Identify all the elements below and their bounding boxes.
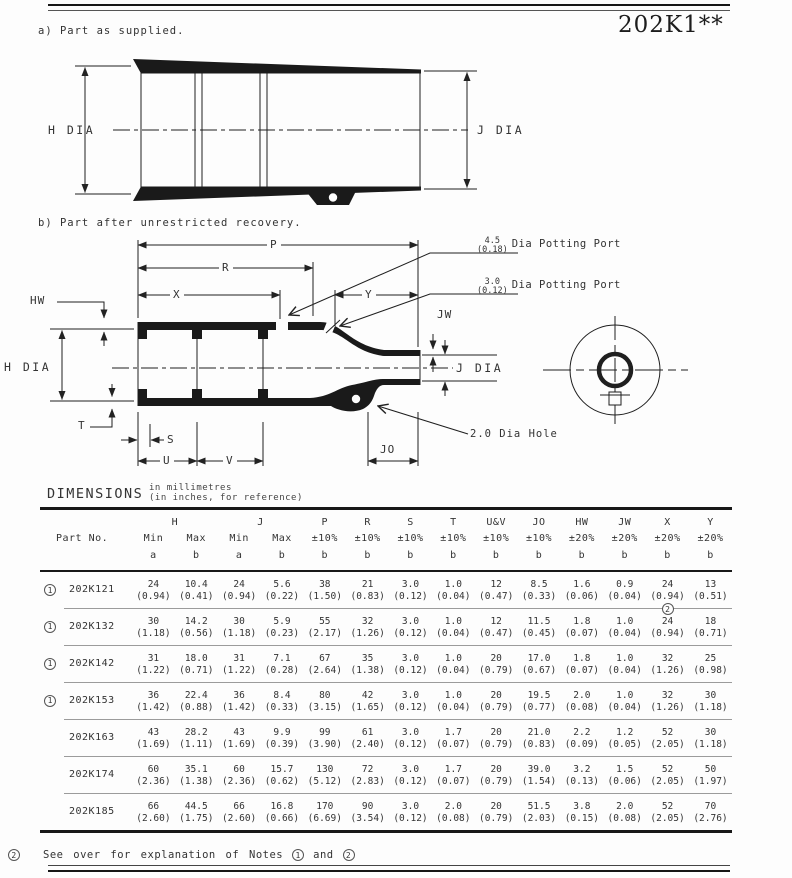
port2-inch: (0.12) [477,286,508,296]
dim-hw-label: HW [30,294,46,307]
value-cell: 9.9 (0.39) [261,720,304,757]
column-group-P: P [321,517,329,528]
column-ref-note: b [535,550,543,561]
column-group-U&V: U&V [486,517,506,528]
column-subheader: ±10% [440,533,467,544]
dim-jo-label: JO [380,443,396,456]
footer-note-text: See over for explanation of Notes [43,849,284,861]
value-cell: 2.0 (0.08) [560,683,603,720]
column-subheader: ±20% [654,533,681,544]
value-cell: 3.0 (0.12) [389,683,432,720]
dim-x-label: X [170,288,184,301]
value-cell: 66 (2.60) [218,794,261,832]
value-cell: 16.8 (0.66) [261,794,304,832]
value-cell: 130 (5.12) [303,757,346,794]
column-ref-note: b [621,550,628,561]
part-number-title: 202K1** [618,12,724,38]
column-ref-note: b [321,550,329,561]
value-cell: 21.0 (0.83) [518,720,561,757]
value-cell: 20 (0.79) [475,720,518,757]
part-no-cell: 202K142 [64,646,132,683]
value-cell: 1.0 (0.04) [603,609,646,646]
value-cell: 28.2 (1.11) [175,720,218,757]
part-no-cell: 202K185 [64,794,132,832]
column-subheader: Min [229,533,249,544]
drawing-b-part-recovered [50,240,518,466]
note-1-icon: 1 [44,621,56,633]
value-cell: 30 (1.18) [132,609,175,646]
table-row-202K132 [40,609,732,646]
value-cell: 52 (2.05) [646,794,689,832]
value-cell: 13 (0.51) [693,579,728,602]
dim-y-label: Y [362,288,376,301]
value-cell: 39.0 (1.54) [518,757,561,794]
column-ref-note: b [193,550,200,561]
value-cell: 60 (2.36) [132,757,175,794]
value-cell: 1.0 (0.04) [432,683,475,720]
column-subheader: Max [186,533,207,544]
column-ref-note: b [578,550,586,561]
value-cell: 7.1 (0.28) [261,646,304,683]
value-cell: 90 (3.54) [346,794,389,832]
column-group-X: X [664,517,671,528]
note-1-icon: 1 [44,695,56,707]
value-cell: 14.2 (0.56) [175,609,218,646]
note-2-icon: 2 [8,849,20,861]
value-cell: 32 (1.26) [646,646,689,683]
value-cell: 72 (2.83) [346,757,389,794]
column-group-Y: Y [707,517,714,528]
value-cell: 25 (0.98) [689,646,732,683]
value-cell: 21 (0.83) [350,579,385,602]
drawing-a-part-as-supplied [75,59,477,205]
value-cell: 38 (1.50) [307,579,342,602]
dim-s-label: S [167,433,175,446]
table-row-202K174 [40,757,732,794]
footer-note [8,849,355,861]
value-cell: 1.0 (0.04) [432,609,475,646]
value-cell: 42 (1.65) [346,683,389,720]
value-cell: 3.0 (0.12) [389,720,432,757]
value-cell: 3.0 (0.12) [393,579,428,602]
value-cell: 61 (2.40) [346,720,389,757]
dim-r-label: R [219,261,233,274]
value-cell: 31 (1.22) [132,646,175,683]
value-cell: 43 (1.69) [132,720,175,757]
value-cell: 51.5 (2.03) [518,794,561,832]
port1-size-fraction [477,237,508,255]
value-cell: 35 (1.38) [346,646,389,683]
column-ref-note: a [150,550,157,561]
column-ref-note: b [492,550,500,561]
end-view [543,316,688,424]
value-cell: 2.0 (0.08) [432,794,475,832]
value-cell: 1.0 (0.04) [603,646,646,683]
table-row-202K163 [40,720,732,757]
value-cell: 20 (0.79) [475,794,518,832]
column-group-JO: JO [532,517,546,528]
value-cell: 3.0 (0.12) [389,757,432,794]
value-cell: 2.2 (0.09) [560,720,603,757]
value-cell: 18 (0.71) [689,609,732,646]
value-cell: 1.7 (0.07) [432,720,475,757]
value-cell: 1.7 (0.07) [432,757,475,794]
units-line-1: in millimetres [149,483,232,493]
column-group-T: T [450,517,457,528]
units-line-2: (in inches, for reference) [149,493,303,503]
value-cell: 3.0 (0.12) [389,609,432,646]
value-cell: 24 (0.94) [221,579,257,602]
column-subheader: ±20% [568,533,595,544]
column-group-H: H [171,517,179,528]
dimensions-table-wrap [40,507,732,833]
column-ref-note: b [450,550,457,561]
value-cell: 1.5 (0.06) [603,757,646,794]
value-cell: 20 (0.79) [475,646,518,683]
part-no-column-header: Part No. [56,533,109,544]
column-ref-note: b [664,550,671,561]
value-cell: 1.0 (0.04) [603,683,646,720]
note-1-ref-icon: 1 [292,849,304,861]
part-no-cell: 202K174 [64,757,132,794]
value-cell: 15.7 (0.62) [261,757,304,794]
j-dia-label-b: J DIA [453,361,506,375]
column-group-J: J [257,517,264,528]
value-cell: 1.8 (0.07) [560,646,603,683]
value-cell: 70 (2.76) [689,794,732,832]
port1-mm: 4.5 [484,236,501,246]
column-group-JW: JW [618,517,632,528]
value-cell: 3.0 (0.12) [389,646,432,683]
value-cell: 12 (0.47) [475,609,518,646]
value-cell: 0.9 (0.04) [607,579,642,602]
port2-size-fraction [477,278,508,296]
dim-jw-label: JW [437,308,453,321]
value-cell: 170 (6.69) [303,794,346,832]
mounting-tab-b [310,379,420,411]
value-cell: 32 (1.26) [646,683,689,720]
value-cell: 32 (1.26) [346,609,389,646]
column-subheader: ±20% [611,533,638,544]
value-cell: 52 (2.05) [646,720,689,757]
value-cell: 30 (1.18) [689,720,732,757]
value-cell: 80 (3.15) [303,683,346,720]
note-1-icon: 1 [44,584,56,596]
table-row-202K153 [40,683,732,720]
value-cell: 19.5 (0.77) [518,683,561,720]
part-no-cell: 202K163 [64,720,132,757]
dim-v-label: V [223,454,237,467]
value-cell: 43 (1.69) [218,720,261,757]
note-2-ref-icon: 2 [343,849,355,861]
value-cell: 30 (1.18) [218,609,261,646]
column-subheader: ±10% [483,533,510,544]
column-group-HW: HW [575,517,589,528]
value-cell: 36 (1.42) [218,683,261,720]
value-cell: 1.0 (0.04) [432,646,475,683]
j-dia-label-a: J DIA [477,123,525,137]
part-no-cell: 202K132 [64,609,132,646]
value-cell: 30 (1.18) [689,683,732,720]
callout-potting-port-2 [477,278,621,296]
callout-potting-port-1 [477,237,621,255]
value-cell: 22.4 (0.88) [175,683,218,720]
value-cell: 3.0 (0.12) [389,794,432,832]
value-cell: 55 (2.17) [303,609,346,646]
table-row-202K142 [40,646,732,683]
footer-conjunction: and [313,849,334,861]
dim-t-label: T [78,419,86,432]
column-ref-note: a [235,550,243,561]
dim-p-label: P [267,238,281,251]
port1-text: Dia Potting Port [511,238,621,250]
column-ref-note: b [364,550,371,561]
dimensions-table [40,507,732,833]
column-subheader: Max [272,533,292,544]
part-no-cell: 202K153 [64,683,132,720]
column-subheader: ±10% [354,533,381,544]
value-cell: 5.6 (0.22) [264,579,300,602]
column-subheader: ±10% [525,533,553,544]
value-cell: 10.4 (0.41) [179,579,214,602]
value-cell: 52 (2.05) [646,757,689,794]
table-row-202K121 [40,571,732,609]
value-cell: 99 (3.90) [303,720,346,757]
note-2-icon: 2 [662,603,674,615]
value-cell: 35.1 (1.38) [175,757,218,794]
value-cell: 1.8 (0.07) [560,609,603,646]
value-cell: 31 (1.22) [218,646,261,683]
section-a-label: a) Part as supplied. [38,25,185,37]
value-cell: 18.0 (0.71) [175,646,218,683]
value-cell: 8.5 (0.33) [521,579,557,602]
value-cell: 24 (0.94) [646,609,689,646]
column-ref-note: b [707,550,714,561]
column-subheader: ±10% [397,533,424,544]
column-subheader: ±20% [697,533,724,544]
value-cell: 60 (2.36) [218,757,261,794]
value-cell: 20 (0.79) [475,757,518,794]
section-b-label: b) Part after unrestricted recovery. [38,217,302,229]
port2-mm: 3.0 [484,277,501,287]
dimensions-units-note [149,483,303,503]
value-cell: 36 (1.42) [132,683,175,720]
value-cell: 24 (0.94) [136,579,171,602]
column-ref-note: b [278,550,286,561]
column-subheader: Min [143,533,164,544]
value-cell: 44.5 (1.75) [175,794,218,832]
value-cell: 11.5 (0.45) [518,609,561,646]
value-cell: 12 (0.47) [479,579,514,602]
column-subheader: ±10% [311,533,338,544]
value-cell: 3.2 (0.13) [560,757,603,794]
value-cell: 24 (0.94) 2 [650,579,685,614]
value-cell: 5.9 (0.23) [261,609,304,646]
value-cell: 3.8 (0.15) [560,794,603,832]
h-dia-label-b: H DIA [4,360,52,374]
value-cell: 2.0 (0.08) [603,794,646,832]
port2-text: Dia Potting Port [511,279,621,291]
value-cell: 50 (1.97) [689,757,732,794]
h-dia-label-a: H DIA [48,123,96,137]
value-cell: 17.0 (0.67) [518,646,561,683]
callout-hole-label: 2.0 Dia Hole [470,428,558,440]
value-cell: 1.2 (0.05) [603,720,646,757]
dim-u-label: U [160,454,174,467]
value-cell: 66 (2.60) [132,794,175,832]
column-group-R: R [364,517,371,528]
column-ref-note: b [407,550,414,561]
table-row-202K185 [40,794,732,832]
value-cell: 20 (0.79) [475,683,518,720]
part-no-cell: 202K121 [69,584,115,595]
port1-inch: (0.18) [477,245,508,255]
value-cell: 8.4 (0.33) [261,683,304,720]
value-cell: 1.6 (0.06) [564,579,600,602]
note-1-icon: 1 [44,658,56,670]
column-group-S: S [407,517,414,528]
value-cell: 67 (2.64) [303,646,346,683]
dimensions-heading: DIMENSIONS [47,486,144,502]
value-cell: 1.0 (0.04) [436,579,471,602]
